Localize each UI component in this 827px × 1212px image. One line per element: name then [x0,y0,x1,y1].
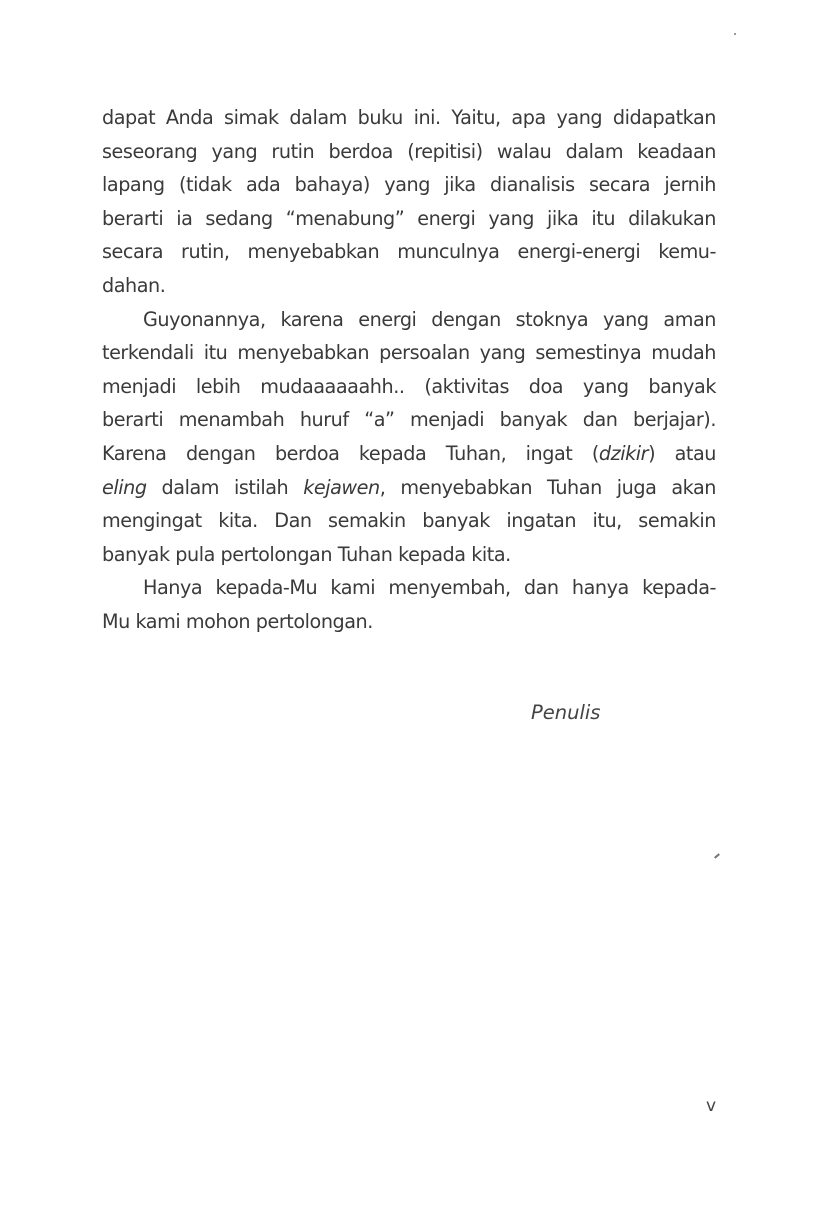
text-line: secara rutin, menyebabkan munculnya energi-energi kemu- [102,240,716,264]
text-line: seseorang yang rutin berdoa (repitisi) walau dalam keadaan [102,139,716,163]
text-run: dalam istilah [146,475,304,499]
text-line: berarti ia sedang “menabung” energi yang jika itu dilakukan [102,206,716,230]
scan-mark [714,853,720,858]
text-line: Mu kami mohon pertolongan. [102,609,373,633]
text-run: , menyebabkan Tuhan juga akan [379,475,716,499]
body-text [102,101,716,639]
paragraph-3 [102,571,716,638]
paragraph-1 [102,101,716,303]
text-line: Hanya kepada-Mu kami menyembah, dan hanya kepada- [143,576,716,600]
text-line: dahan. [102,273,166,297]
text-line: lapang (tidak ada bahaya) yang jika dianalisis secara jernih [102,173,716,197]
text-line: mengingat kita. Dan semakin banyak ingatan itu, semakin [102,509,716,533]
italic-term-kejawen: kejawen [303,475,380,499]
page-number: v [706,1096,717,1116]
author-signature: Penulis [531,701,601,724]
text-line: Guyonannya, karena energi dengan stoknya yang aman [143,307,716,331]
text-line: banyak pula pertolongan Tuhan kepada kita. [102,542,511,566]
text-run: ) atau [648,441,716,465]
text-line [102,471,716,505]
text-run: Karena dengan berdoa kepada Tuhan, ingat ( [102,441,599,465]
italic-term-dzikir: dzikir [598,441,649,465]
text-line: dapat Anda simak dalam buku ini. Yaitu, apa yang didapatkan [102,106,716,129]
text-line [102,437,716,471]
italic-term-eling: eling [102,475,147,499]
text-line: berarti menambah huruf “a” menjadi banyak dan berjajar). [102,408,716,432]
scan-mark-top [734,33,736,35]
text-line: terkendali itu menyebabkan persoalan yang semestinya mudah [102,341,716,365]
text-line: menjadi lebih mudaaaaaahh.. (aktivitas doa yang banyak [102,374,716,398]
paragraph-2 [102,303,716,572]
